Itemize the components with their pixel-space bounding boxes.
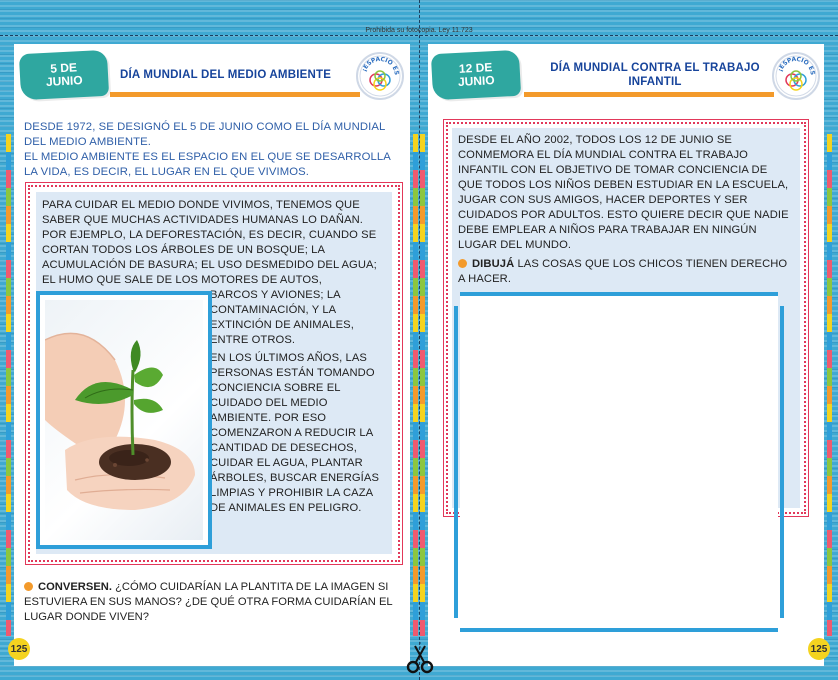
- left-page-number: 125: [8, 638, 30, 660]
- right-activity-label: DIBUJÁ: [472, 258, 515, 270]
- hands-holding-seedling-icon: [45, 300, 203, 540]
- left-activity-label: CONVERSEN.: [38, 581, 112, 593]
- left-page: [10, 44, 410, 666]
- left-box-paragraph-2: BARCOS Y AVIONES; LA CONTAMINACIÓN, Y LA EXTINCIÓN DE ANIMALES, ENTRE OTROS.: [210, 289, 354, 346]
- right-header-strip: [524, 92, 774, 97]
- left-color-stripe-right: [413, 134, 418, 636]
- orange-bullet-icon: [24, 582, 33, 591]
- seal-text-right: ¡ESPACIO ES: [776, 55, 817, 76]
- orange-bullet-icon: [458, 259, 467, 268]
- left-color-stripe: [6, 134, 11, 636]
- espacio-esi-logo-icon: [358, 54, 402, 98]
- left-intro-text: DESDE 1972, SE DESIGNÓ EL 5 DE JUNIO COMO EL DÍA MUNDIAL DEL MEDIO AMBIENTE. EL MEDIO AMBIENTE ES EL ESPACIO EN EL QUE SE DESARROLLA LA VIDA, ES DECIR, EL LUGAR EN EL QUE VIVIMOS.: [24, 121, 391, 178]
- left-activity: [24, 580, 404, 625]
- hands-seedling-photo: [40, 295, 208, 545]
- seal-text: ¡ESPACIO ES: [360, 55, 401, 76]
- left-header-strip: [110, 92, 360, 97]
- right-date-text: 12 DE JUNIO: [457, 60, 495, 89]
- espacio-esi-logo-icon: [774, 54, 818, 98]
- left-date-text: 5 DE JUNIO: [45, 60, 83, 89]
- right-color-stripe: [827, 134, 832, 636]
- left-page-title: DÍA MUNDIAL DEL MEDIO AMBIENTE: [120, 69, 332, 81]
- right-color-stripe-left: [420, 134, 425, 636]
- right-page-title: DÍA MUNDIAL CONTRA EL TRABAJO INFANTIL: [550, 62, 760, 88]
- right-activity-text: LAS COSAS QUE LOS CHICOS TIENEN DERECHO A HACER.: [458, 258, 788, 285]
- right-box-paragraph: DESDE EL AÑO 2002, TODOS LOS 12 DE JUNIO SE CONMEMORA EL DÍA MUNDIAL CONTRA EL TRABAJO INFANTIL CON EL OBJETIVO DE TOMAR CONCIENCIA DE QUE TODOS LOS NIÑOS DEBEN ESTUDIAR EN LA ESCUELA, JUGAR CON SUS AMIGOS, HACER DEPORTES Y SER CUIDADOS POR ADULTOS. ESTO QUIERE DECIR QUE NADIE DEBE EMPLEAR A NIÑOS PARA TRABAJAR EN NINGÚN LUGAR DEL MUNDO.: [458, 134, 789, 251]
- left-box-paragraph-1: PARA CUIDAR EL MEDIO DONDE VIVIMOS, TENEMOS QUE SABER QUE MUCHAS ACTIVIDADES HUMANAS LO DAÑAN. POR EJEMPLO, LA DEFORESTACIÓN, ES DECIR, CUANDO SE CORTAN TODOS LOS ÁRBOLES DE UN BOSQUE; LA ACUMULACIÓN DE BASURA; EL USO DESMEDIDO DEL AGUA; EL HUMO QUE SALE DE LOS MOTORES DE AUTOS,: [42, 199, 377, 286]
- scissors-icon: [404, 642, 436, 674]
- espacio-esi-seal: [356, 52, 404, 100]
- left-activity-text: ¿CÓMO CUIDARÍAN LA PLANTITA DE LA IMAGEN SI ESTUVIERA EN SUS MANOS? ¿DE QUÉ OTRA FORMA CUIDARÍAN EL LUGAR DONDE VIVEN?: [24, 581, 393, 623]
- right-date-badge: [431, 50, 521, 101]
- left-box-paragraph-3: EN LOS ÚLTIMOS AÑOS, LAS PERSONAS ESTÁN TOMANDO CONCIENCIA SOBRE EL CUIDADO DEL MEDIO AMBIENTE. POR ESO COMENZARON A REDUCIR LA CANTIDAD DE DESECHOS, CUIDAR EL AGUA, PLANTAR ÁRBOLES, BUSCAR ENERGÍAS LIMPIAS Y PROHIBIR LA CAZA DE ANIMALES EN PELIGRO.: [210, 352, 380, 514]
- copyright-notice: Prohibida su fotocopia. Ley 11.723: [365, 27, 473, 34]
- drawing-area[interactable]: [460, 292, 778, 632]
- right-page-number: 125: [808, 638, 830, 660]
- left-date-badge: [19, 50, 109, 101]
- right-page: [428, 44, 828, 666]
- espacio-esi-seal-right: [772, 52, 820, 100]
- right-activity: [458, 257, 794, 287]
